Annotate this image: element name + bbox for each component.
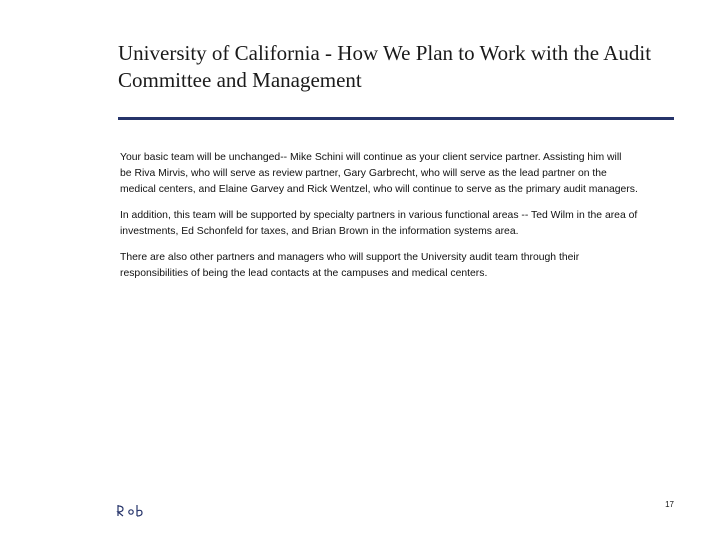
title-line-1: University of California - How We Plan to Work with the Audit — [118, 41, 652, 65]
page-number: 17 — [665, 500, 674, 509]
text-line: There are also other partners and managers who will support the University audit team through their — [120, 252, 580, 263]
paragraph-team — [120, 150, 678, 198]
text-line: medical centers, and Elaine Garvey and Rick Wentzel, who will continue to serve as the primary audit managers. — [120, 184, 638, 195]
firm-logo-icon — [116, 504, 146, 518]
paragraph-specialty-partners — [120, 208, 678, 240]
page-title — [118, 40, 688, 94]
paragraph-other-partners — [120, 250, 678, 282]
title-line-2: Committee and Management — [118, 68, 362, 92]
title-divider — [118, 117, 674, 120]
text-line: In addition, this team will be supported by specialty partners in various functional areas -- Ted Wilm in the area of — [120, 210, 638, 221]
text-line: be Riva Mirvis, who will serve as review partner, Gary Garbrecht, who will serve as the lead partner on the — [120, 168, 607, 179]
text-line: investments, Ed Schonfeld for taxes, and Brian Brown in the information systems area. — [120, 226, 519, 237]
text-line: Your basic team will be unchanged-- Mike Schini will continue as your client service partner. Assisting him will — [120, 152, 622, 163]
slide-body — [120, 150, 678, 292]
text-line: responsibilities of being the lead contacts at the campuses and medical centers. — [120, 268, 488, 279]
